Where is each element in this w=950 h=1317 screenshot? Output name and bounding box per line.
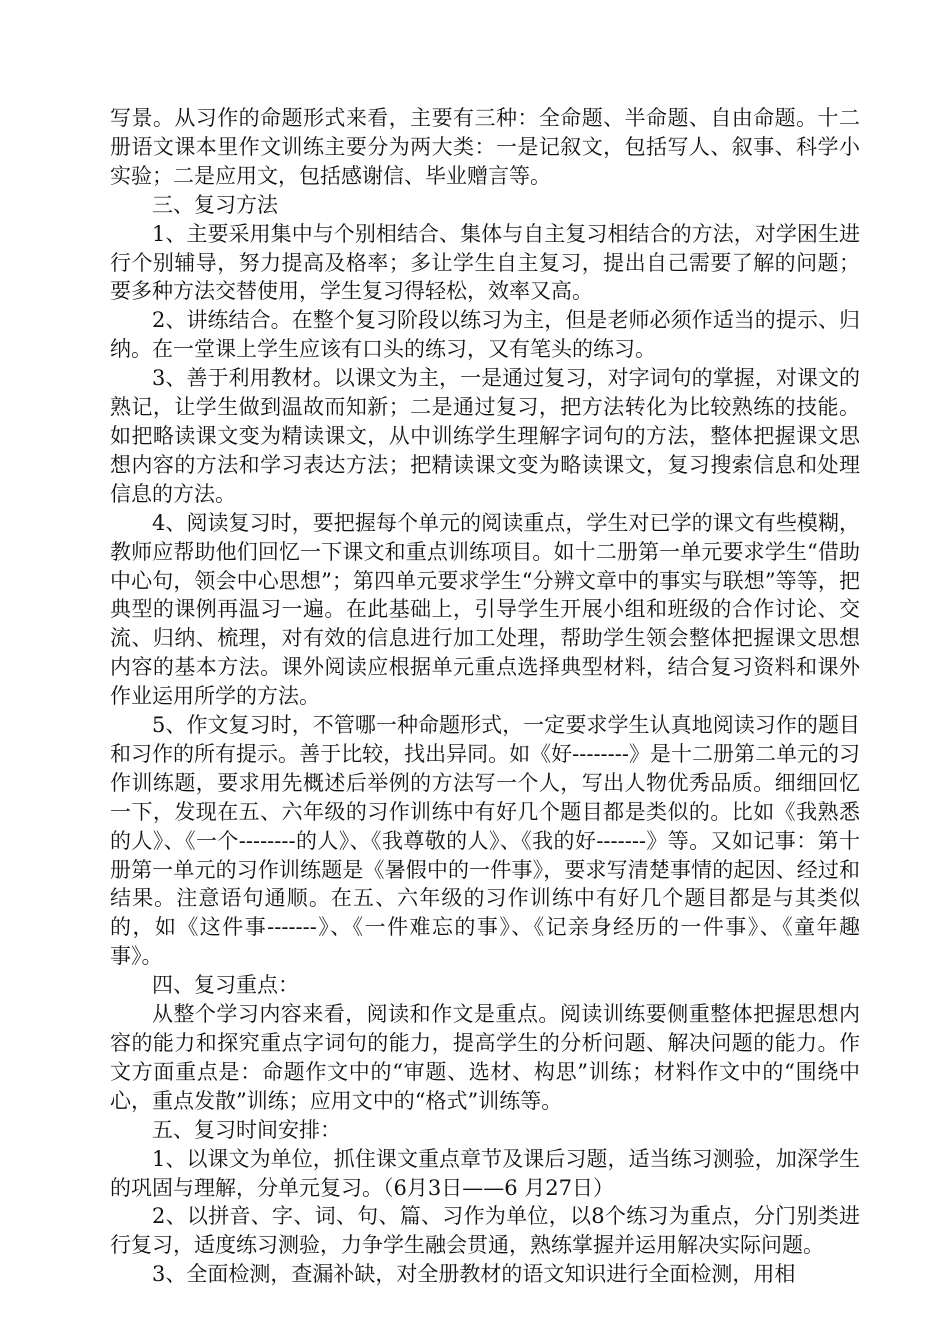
paragraph-review-focus: 从整个学习内容来看，阅读和作文是重点。阅读训练要侧重整体把握思想内容的能力和探究重点字词句的能力，提高学生的分析问题、解决问题的能力。作文方面重点是：命题作文中的“审题、选材、构思”训练；材料作文中的“围绕中心，重点发散”训练；应用文中的“格式”训练等。 — [110, 1002, 860, 1113]
paragraph-method-2: 2、讲练结合。在整个复习阶段以练习为主，但是老师必须作适当的提示、归纳。在一堂课上学生应该有口头的练习，又有笔头的练习。 — [110, 308, 860, 362]
paragraph-schedule-2: 2、以拼音、字、词、句、篇、习作为单位，以8个练习为重点，分门别类进行复习，适度练习测验，力争学生融会贯通，熟练掌握并运用解决实际问题。 — [110, 1204, 860, 1258]
section-heading-review-methods: 三、复习方法 — [152, 192, 278, 217]
paragraph-method-3: 3、善于利用教材。以课文为主，一是通过复习，对字词句的掌握，对课文的熟记，让学生做到温故而知新；二是通过复习，把方法转化为比较熟练的技能。如把略读课文变为精读课文，从中训练学生理解字词句的方法，整体把握课文思想内容的方法和学习表达方法；把精读课文变为略读课文，复习搜索信息和处理信息的方法。 — [110, 366, 860, 506]
paragraph-schedule-3: 3、全面检测，查漏补缺，对全册教材的语文知识进行全面检测，用相 — [152, 1262, 796, 1287]
paragraph-schedule-1: 1、以课文为单位，抓住课文重点章节及课后习题，适当练习测验，加深学生的巩固与理解，分单元复习。（6月3日——6 月27日） — [110, 1146, 860, 1200]
document-body — [110, 104, 860, 1289]
section-heading-schedule: 五、复习时间安排： — [152, 1117, 341, 1142]
paragraph-writing-forms: 写景。从习作的命题形式来看，主要有三种：全命题、半命题、自由命题。十二册语文课本里作文训练主要分为两大类：一是记叙文，包括写人、叙事、科学小实验；二是应用文，包括感谢信、毕业赠言等。 — [110, 106, 860, 188]
section-heading-review-focus: 四、复习重点： — [152, 973, 299, 998]
paragraph-method-5: 5、作文复习时，不管哪一种命题形式，一定要求学生认真地阅读习作的题目和习作的所有提示。善于比较，找出异同。如《好--------》是十二册第二单元的习作训练题，要求用先概述后举例的方法写一个人，写出人物优秀品质。细细回忆一下，发现在五、六年级的习作训练中有好几个题目都是类似的。比如《我熟悉的人》、《一个--------的人》、《我尊敬的人》、《我的好-------》等。又如记事：第十册第一单元的习作训练题是《暑假中的一件事》，要求写清楚事情的起因、经过和结果。注意语句通顺。在五、六年级的习作训练中有好几个题目都是与其类似的，如《这件事-------》、《一件难忘的事》、《记亲身经历的一件事》、《童年趣事》。 — [110, 713, 860, 969]
paragraph-method-1: 1、主要采用集中与个别相结合、集体与自主复习相结合的方法，对学困生进行个别辅导，努力提高及格率；多让学生自主复习，提出自己需要了解的问题；要多种方法交替使用，学生复习得轻松，效率又高。 — [110, 221, 860, 304]
paragraph-method-4: 4、阅读复习时，要把握每个单元的阅读重点，学生对已学的课文有些模糊，教师应帮助他们回忆一下课文和重点训练项目。如十二册第一单元要求学生“借助中心句，领会中心思想”；第四单元要求学生“分辨文章中的事实与联想”等等，把典型的课例再温习一遍。在此基础上，引导学生开展小组和班级的合作讨论、交流、归纳、梳理，对有效的信息进行加工处理，帮助学生领会整体把握课文思想内容的基本方法。课外阅读应根据单元重点选择典型材料，结合复习资料和课外作业运用所学的方法。 — [110, 510, 860, 709]
